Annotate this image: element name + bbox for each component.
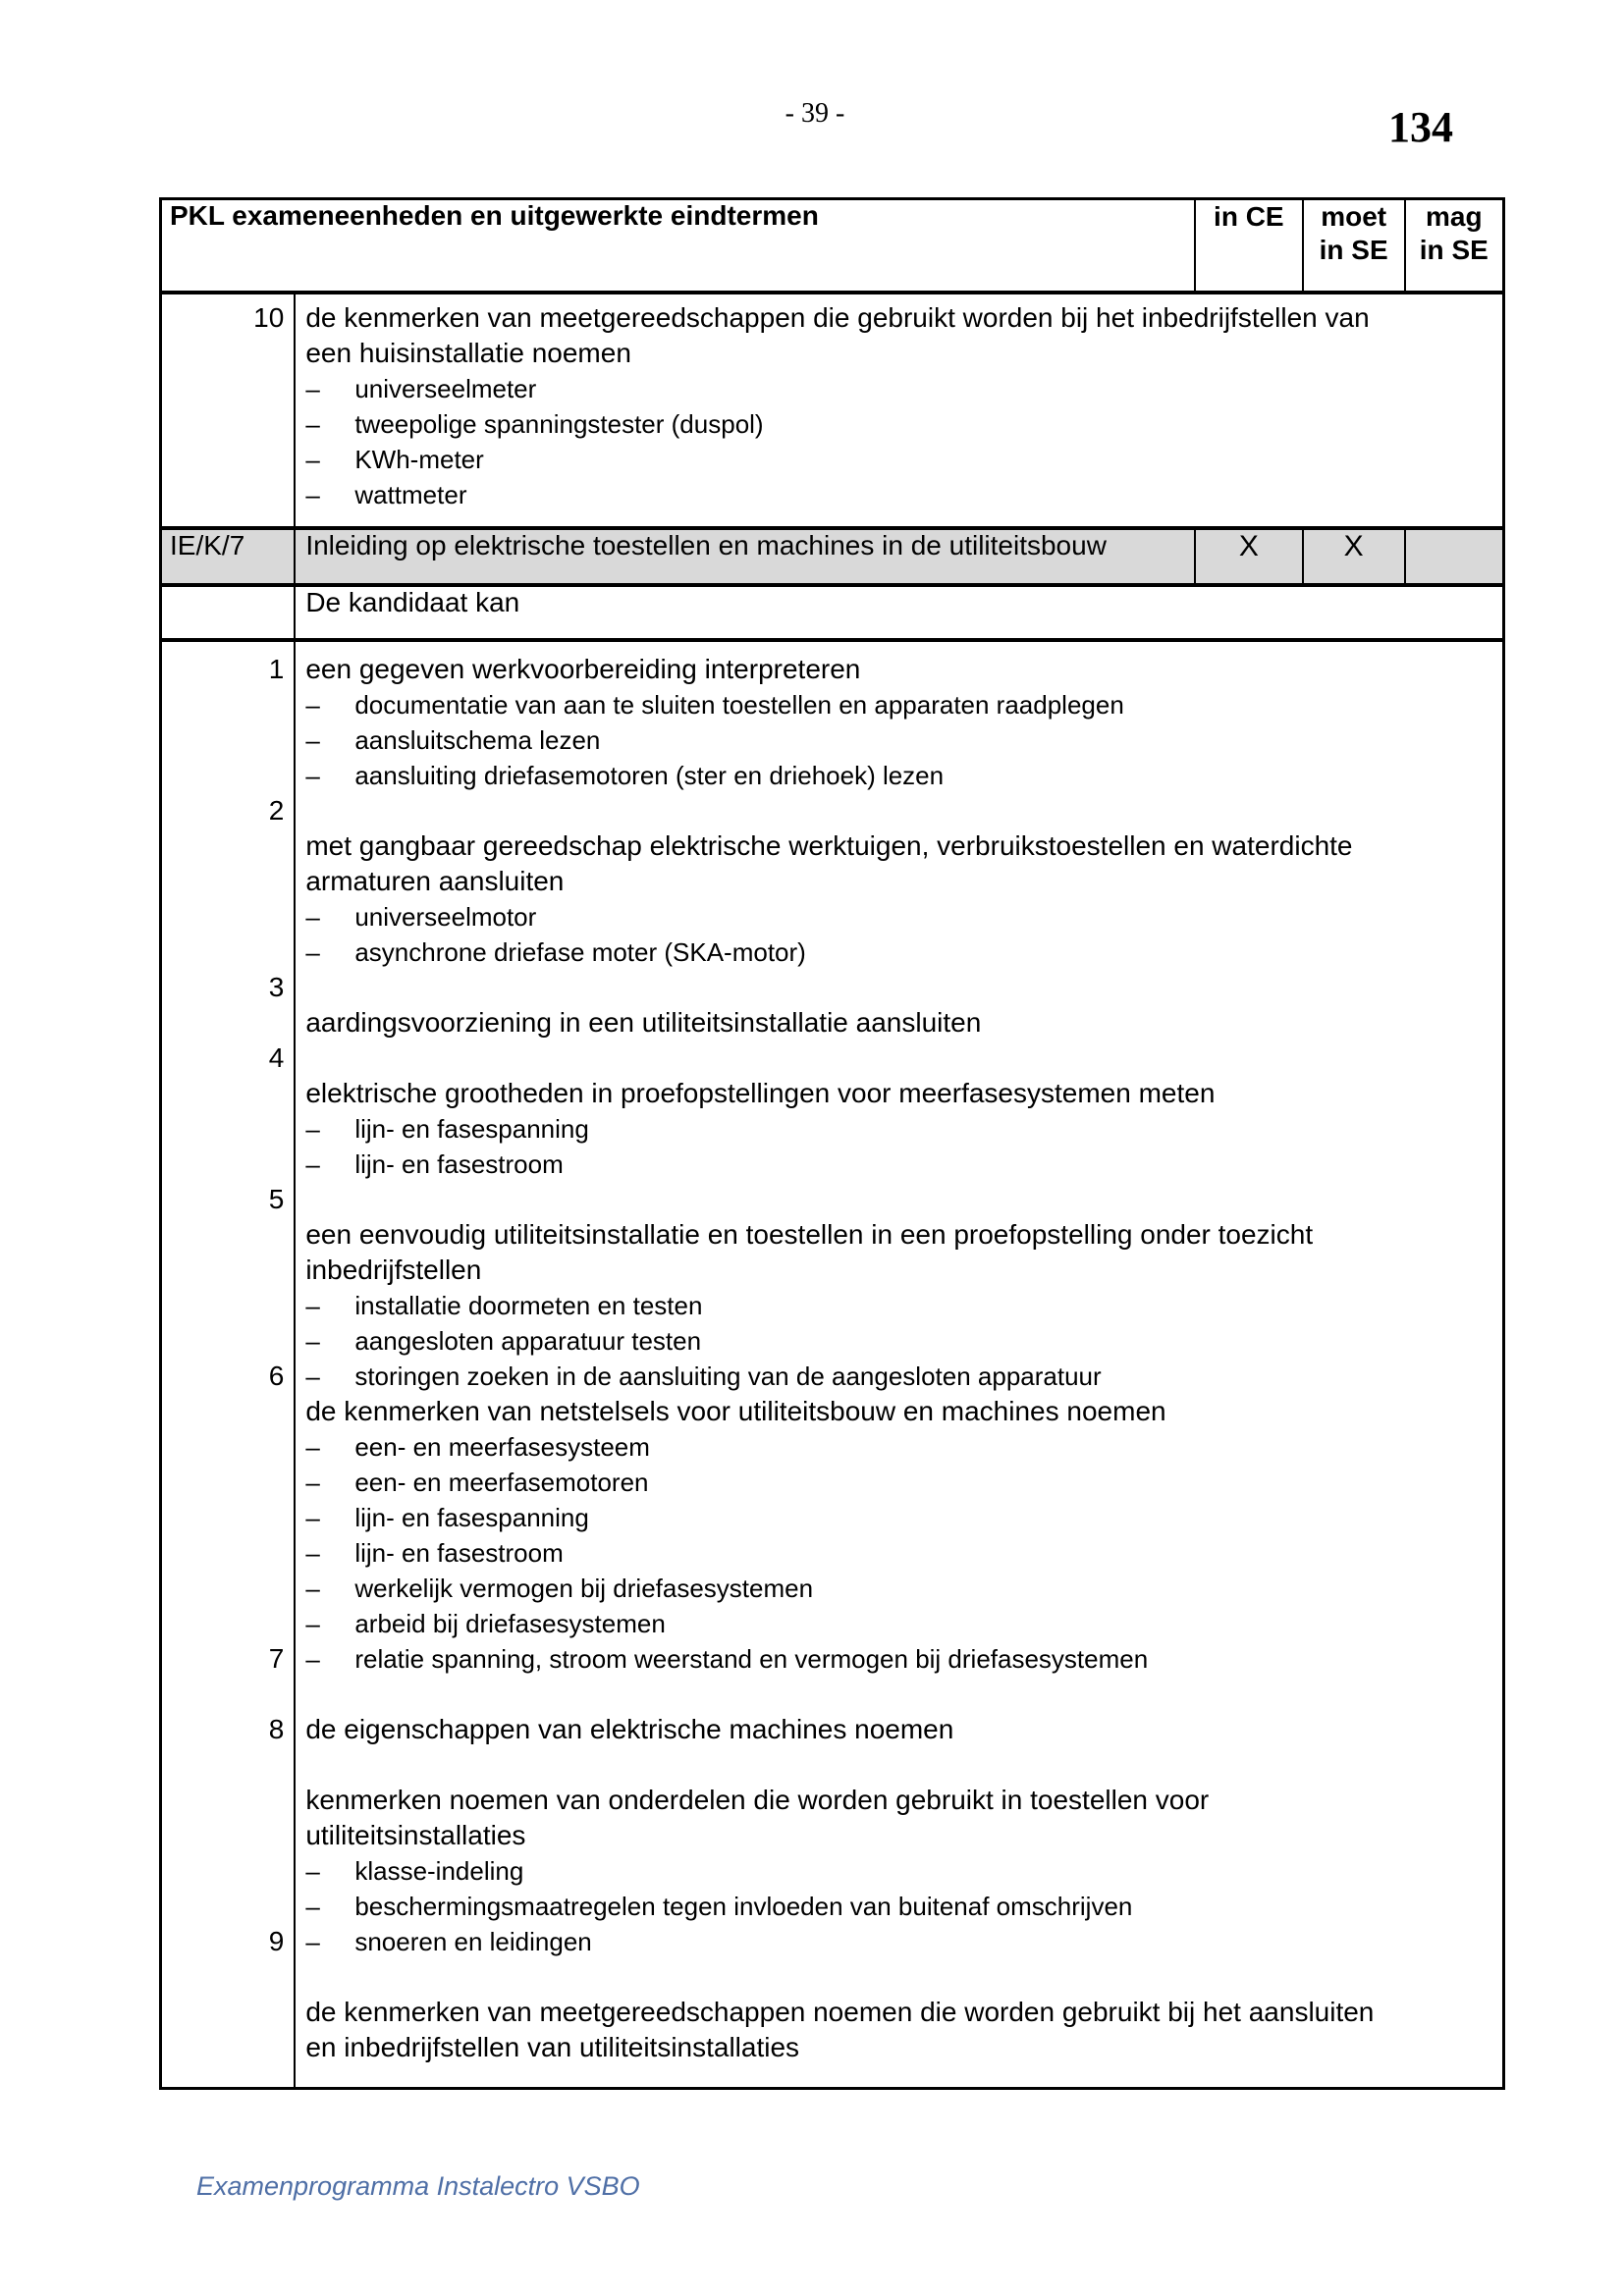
item-text-line: en inbedrijfstellen van utiliteitsinstallaties [305, 2032, 800, 2062]
subitem [305, 758, 1494, 793]
items-text-column [295, 640, 1503, 2089]
subitem [305, 1359, 1494, 1394]
subitem-text: KWh-meter [354, 445, 484, 474]
list-item [305, 1076, 1494, 1182]
subitem [305, 1535, 1494, 1571]
subitem-text: aangesloten apparatuur testen [354, 1326, 702, 1356]
subitem [305, 1465, 1494, 1500]
subitem [305, 406, 1494, 442]
unit-code: IE/K/7 [161, 528, 296, 585]
subitem-text: snoeren en leidingen [354, 1927, 592, 1956]
dash-bullet-icon [305, 758, 354, 793]
list-item [305, 1995, 1494, 2065]
list-item [305, 1217, 1494, 1394]
dash-bullet-icon [305, 1889, 354, 1924]
subitem [305, 1571, 1494, 1606]
subitem-text: installatie doormeten en testen [354, 1291, 703, 1320]
dash-bullet-icon [305, 477, 354, 512]
item-text-line: de kenmerken van meetgereedschappen die gebruikt worden bij het inbedrijfstellen van [305, 302, 1370, 333]
item-number: 8 [268, 1714, 285, 1744]
dash-bullet-icon [305, 442, 354, 477]
dash-bullet-icon [305, 371, 354, 406]
header-moet-in-se [1303, 199, 1405, 294]
dash-bullet-icon [305, 406, 354, 442]
header-title: PKL exameneenheden en uitgewerkte eindtermen [161, 199, 1195, 294]
item-text: de kenmerken van netstelsels voor utiliteitsbouw en machines noemen [305, 1396, 1166, 1426]
dash-bullet-icon [305, 1924, 354, 1959]
document-number: 134 [1388, 103, 1453, 151]
intro-row [161, 585, 1504, 640]
item-text: elektrische grootheden in proefopstellingen voor meerfasesystemen meten [305, 1078, 1216, 1108]
subitem [305, 477, 1494, 512]
header-moet-line2: in SE [1319, 235, 1388, 265]
subitem-text: storingen zoeken in de aansluiting van de aangesloten apparatuur [354, 1362, 1102, 1391]
unit-in-ce-mark: X [1195, 528, 1303, 585]
subitem-text: arbeid bij driefasesystemen [354, 1609, 666, 1638]
item-text-line: utiliteitsinstallaties [305, 1820, 526, 1850]
subitem-list [305, 899, 1494, 970]
header-mag-line2: in SE [1419, 235, 1489, 265]
header-mag-in-se [1405, 199, 1504, 294]
subitem [305, 687, 1494, 722]
subitem [305, 1853, 1494, 1889]
subitem [305, 899, 1494, 934]
subitem-list [305, 371, 1494, 512]
subitem [305, 1323, 1494, 1359]
intro-label: De kandidaat kan [295, 585, 1503, 640]
items-body-row [161, 640, 1504, 2089]
subitem-list [305, 1429, 1494, 1677]
list-item [305, 652, 1494, 793]
dash-bullet-icon [305, 1288, 354, 1323]
subitem-text: een- en meerfasesysteem [354, 1432, 650, 1462]
dash-bullet-icon [305, 1641, 354, 1677]
list-item [305, 1783, 1494, 1959]
list-item [305, 828, 1494, 970]
header-moet-line1: moet [1321, 201, 1387, 232]
subitem-text: een- en meerfasemotoren [354, 1468, 649, 1497]
dash-bullet-icon [305, 1535, 354, 1571]
subitem-text: werkelijk vermogen bij driefasesystemen [354, 1574, 814, 1603]
intro-empty-cell [161, 585, 296, 640]
subitem [305, 1111, 1494, 1147]
subitem-text: lijn- en fasespanning [354, 1114, 589, 1144]
item-number: 5 [268, 1184, 285, 1214]
subitem [305, 1606, 1494, 1641]
dash-bullet-icon [305, 1147, 354, 1182]
unit-moet-in-se-mark: X [1303, 528, 1405, 585]
item-text-line: inbedrijfstellen [305, 1255, 482, 1285]
dash-bullet-icon [305, 1571, 354, 1606]
dash-bullet-icon [305, 1429, 354, 1465]
subitem-text: lijn- en fasespanning [354, 1503, 589, 1532]
subitem [305, 1924, 1494, 1959]
item-number: 6 [268, 1361, 285, 1391]
item-text-line: met gangbaar gereedschap elektrische werktuigen, verbruikstoestellen en waterdichte [305, 830, 1353, 861]
item-text-line: een huisinstallatie noemen [305, 338, 631, 368]
item-text: aardingsvoorziening in een utiliteitsinstallatie aansluiten [305, 1007, 982, 1038]
subitem [305, 1288, 1494, 1323]
dash-bullet-icon [305, 1359, 354, 1394]
subitem-text: klasse-indeling [354, 1856, 524, 1886]
subitem-text: documentatie van aan te sluiten toestellen en apparaten raadplegen [354, 690, 1124, 720]
header-mag-line1: mag [1426, 201, 1483, 232]
item-text: een gegeven werkvoorbereiding interpreteren [305, 654, 861, 684]
item-number: 1 [268, 654, 285, 684]
subitem-list [305, 1853, 1494, 1959]
subitem [305, 371, 1494, 406]
subitem [305, 442, 1494, 477]
item-number: 4 [268, 1042, 285, 1073]
subitem [305, 1889, 1494, 1924]
subitem-list [305, 687, 1494, 793]
list-item [305, 1712, 1494, 1747]
item-text-cell [295, 293, 1503, 528]
subitem-text: universeelmeter [354, 374, 537, 403]
item-text-line: de kenmerken van meetgereedschappen noemen die worden gebruikt bij het aansluiten [305, 1997, 1375, 2027]
dash-bullet-icon [305, 1465, 354, 1500]
list-item [305, 1394, 1494, 1677]
table-row-prior-item [161, 293, 1504, 528]
unit-row [161, 528, 1504, 585]
subitem-text: relatie spanning, stroom weerstand en vermogen bij driefasesystemen [354, 1644, 1149, 1674]
subitem [305, 1500, 1494, 1535]
dash-bullet-icon [305, 722, 354, 758]
dash-bullet-icon [305, 934, 354, 970]
item-text-line: kenmerken noemen van onderdelen die worden gebruikt in toestellen voor [305, 1785, 1210, 1815]
exam-units-table [159, 197, 1505, 2090]
item-number: 2 [268, 795, 285, 826]
subitem-text: asynchrone driefase moter (SKA-motor) [354, 937, 806, 967]
subitem-text: lijn- en fasestroom [354, 1538, 564, 1568]
item-text: de eigenschappen van elektrische machines noemen [305, 1714, 954, 1744]
table-header-row [161, 199, 1504, 294]
item-number: 7 [268, 1643, 285, 1674]
dash-bullet-icon [305, 1606, 354, 1641]
subitem-text: beschermingsmaatregelen tegen invloeden van buitenaf omschrijven [354, 1892, 1133, 1921]
item-number: 3 [268, 972, 285, 1002]
dash-bullet-icon [305, 899, 354, 934]
item-number: 10 [161, 293, 296, 528]
subitem [305, 1429, 1494, 1465]
header-in-ce: in CE [1195, 199, 1303, 294]
subitem-text: tweepolige spanningstester (duspol) [354, 409, 764, 439]
unit-title: Inleiding op elektrische toestellen en machines in de utiliteitsbouw [295, 528, 1195, 585]
dash-bullet-icon [305, 687, 354, 722]
footer-text: Examenprogramma Instalectro VSBO [196, 2171, 640, 2201]
dash-bullet-icon [305, 1111, 354, 1147]
unit-mag-in-se-mark [1405, 528, 1504, 585]
subitem [305, 1147, 1494, 1182]
item-text-line: een eenvoudig utiliteitsinstallatie en toestellen in een proefopstelling onder toezicht [305, 1219, 1314, 1250]
subitem-text: wattmeter [354, 480, 467, 509]
dash-bullet-icon [305, 1853, 354, 1889]
item-number: 9 [268, 1926, 285, 1956]
subitem-list [305, 1111, 1494, 1182]
subitem-text: aansluitschema lezen [354, 725, 601, 755]
subitem-text: universeelmotor [354, 902, 537, 932]
subitem [305, 1641, 1494, 1677]
subitem [305, 934, 1494, 970]
subitem-list [305, 1288, 1494, 1394]
subitem-text: lijn- en fasestroom [354, 1149, 564, 1179]
subitem-text: aansluiting driefasemotoren (ster en driehoek) lezen [354, 761, 945, 790]
item-numbers-column [161, 640, 296, 2089]
page-number: - 39 - [785, 98, 845, 129]
subitem [305, 722, 1494, 758]
dash-bullet-icon [305, 1323, 354, 1359]
list-item [305, 1005, 1494, 1041]
item-text-line: armaturen aansluiten [305, 866, 565, 896]
dash-bullet-icon [305, 1500, 354, 1535]
